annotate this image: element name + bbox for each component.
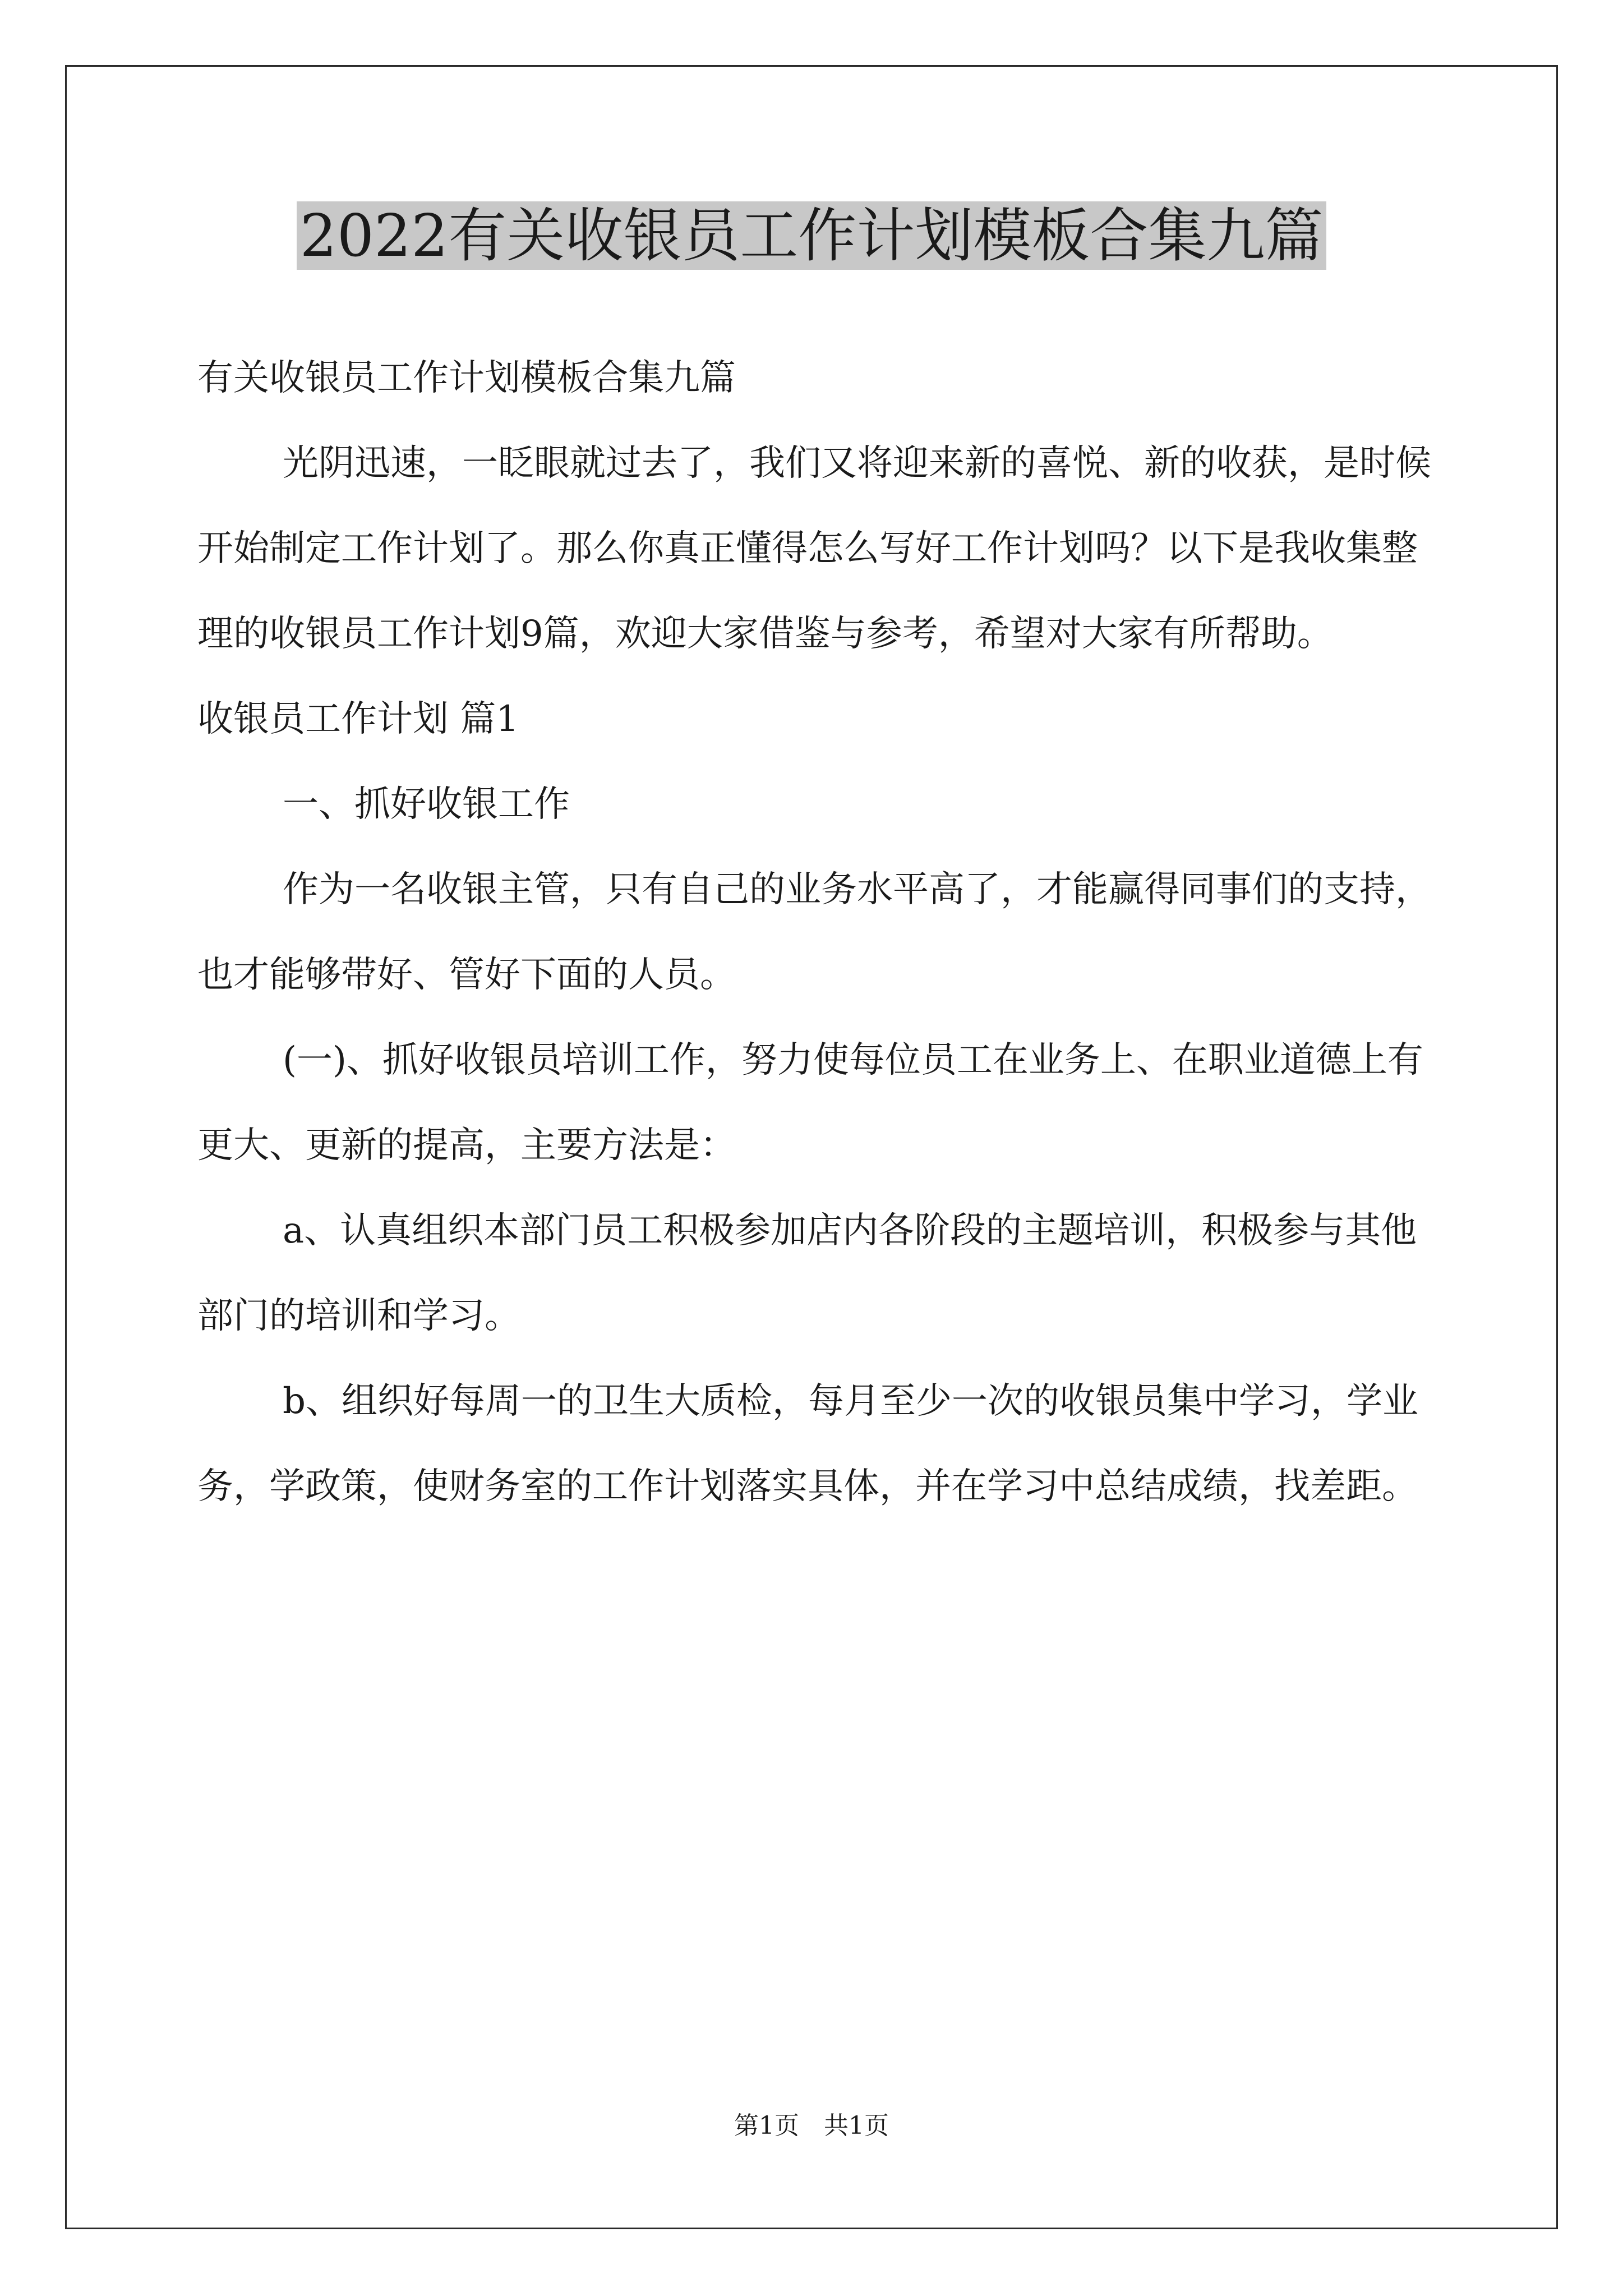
list-item: b、组织好每周一的卫生大质检，每月至少一次的收银员集中学习，学业务，学政策，使财务室的工作计划落实具体，并在学习中总结成绩，找差距。 — [197, 1381, 1418, 1507]
document-title-text: 2022有关收银员工作计划模板合集九篇 — [297, 201, 1327, 270]
list-item: a、认真组织本部门员工积极参加店内各阶段的主题培训，积极参与其他部门的培训和学习。 — [197, 1210, 1417, 1337]
page-number: 第1页 共1页 — [734, 2111, 889, 2140]
document-title — [0, 196, 1623, 275]
paragraph: (一)、抓好收银员培训工作，努力使每位员工在业务上、在职业道德上有更大、更新的提高，主要方法是： — [197, 1039, 1423, 1166]
paragraph-intro: 光阴迅速，一眨眼就过去了，我们又将迎来新的喜悦、新的收获，是时候开始制定工作计划了。那么你真正懂得怎么写好工作计划吗？以下是我收集整理的收银员工作计划9篇，欢迎大家借鉴与参考，希望对大家有所帮助。 — [197, 443, 1431, 655]
section-heading: 收银员工作计划 篇1 — [197, 698, 519, 740]
document-body — [197, 335, 1437, 1529]
paragraph: 作为一名收银主管，只有自己的业务水平高了，才能赢得同事们的支持，也才能够带好、管好下面的人员。 — [197, 869, 1431, 996]
paragraph-subtitle: 有关收银员工作计划模板合集九篇 — [197, 357, 736, 399]
subsection-heading: 一、抓好收银工作 — [283, 784, 570, 825]
